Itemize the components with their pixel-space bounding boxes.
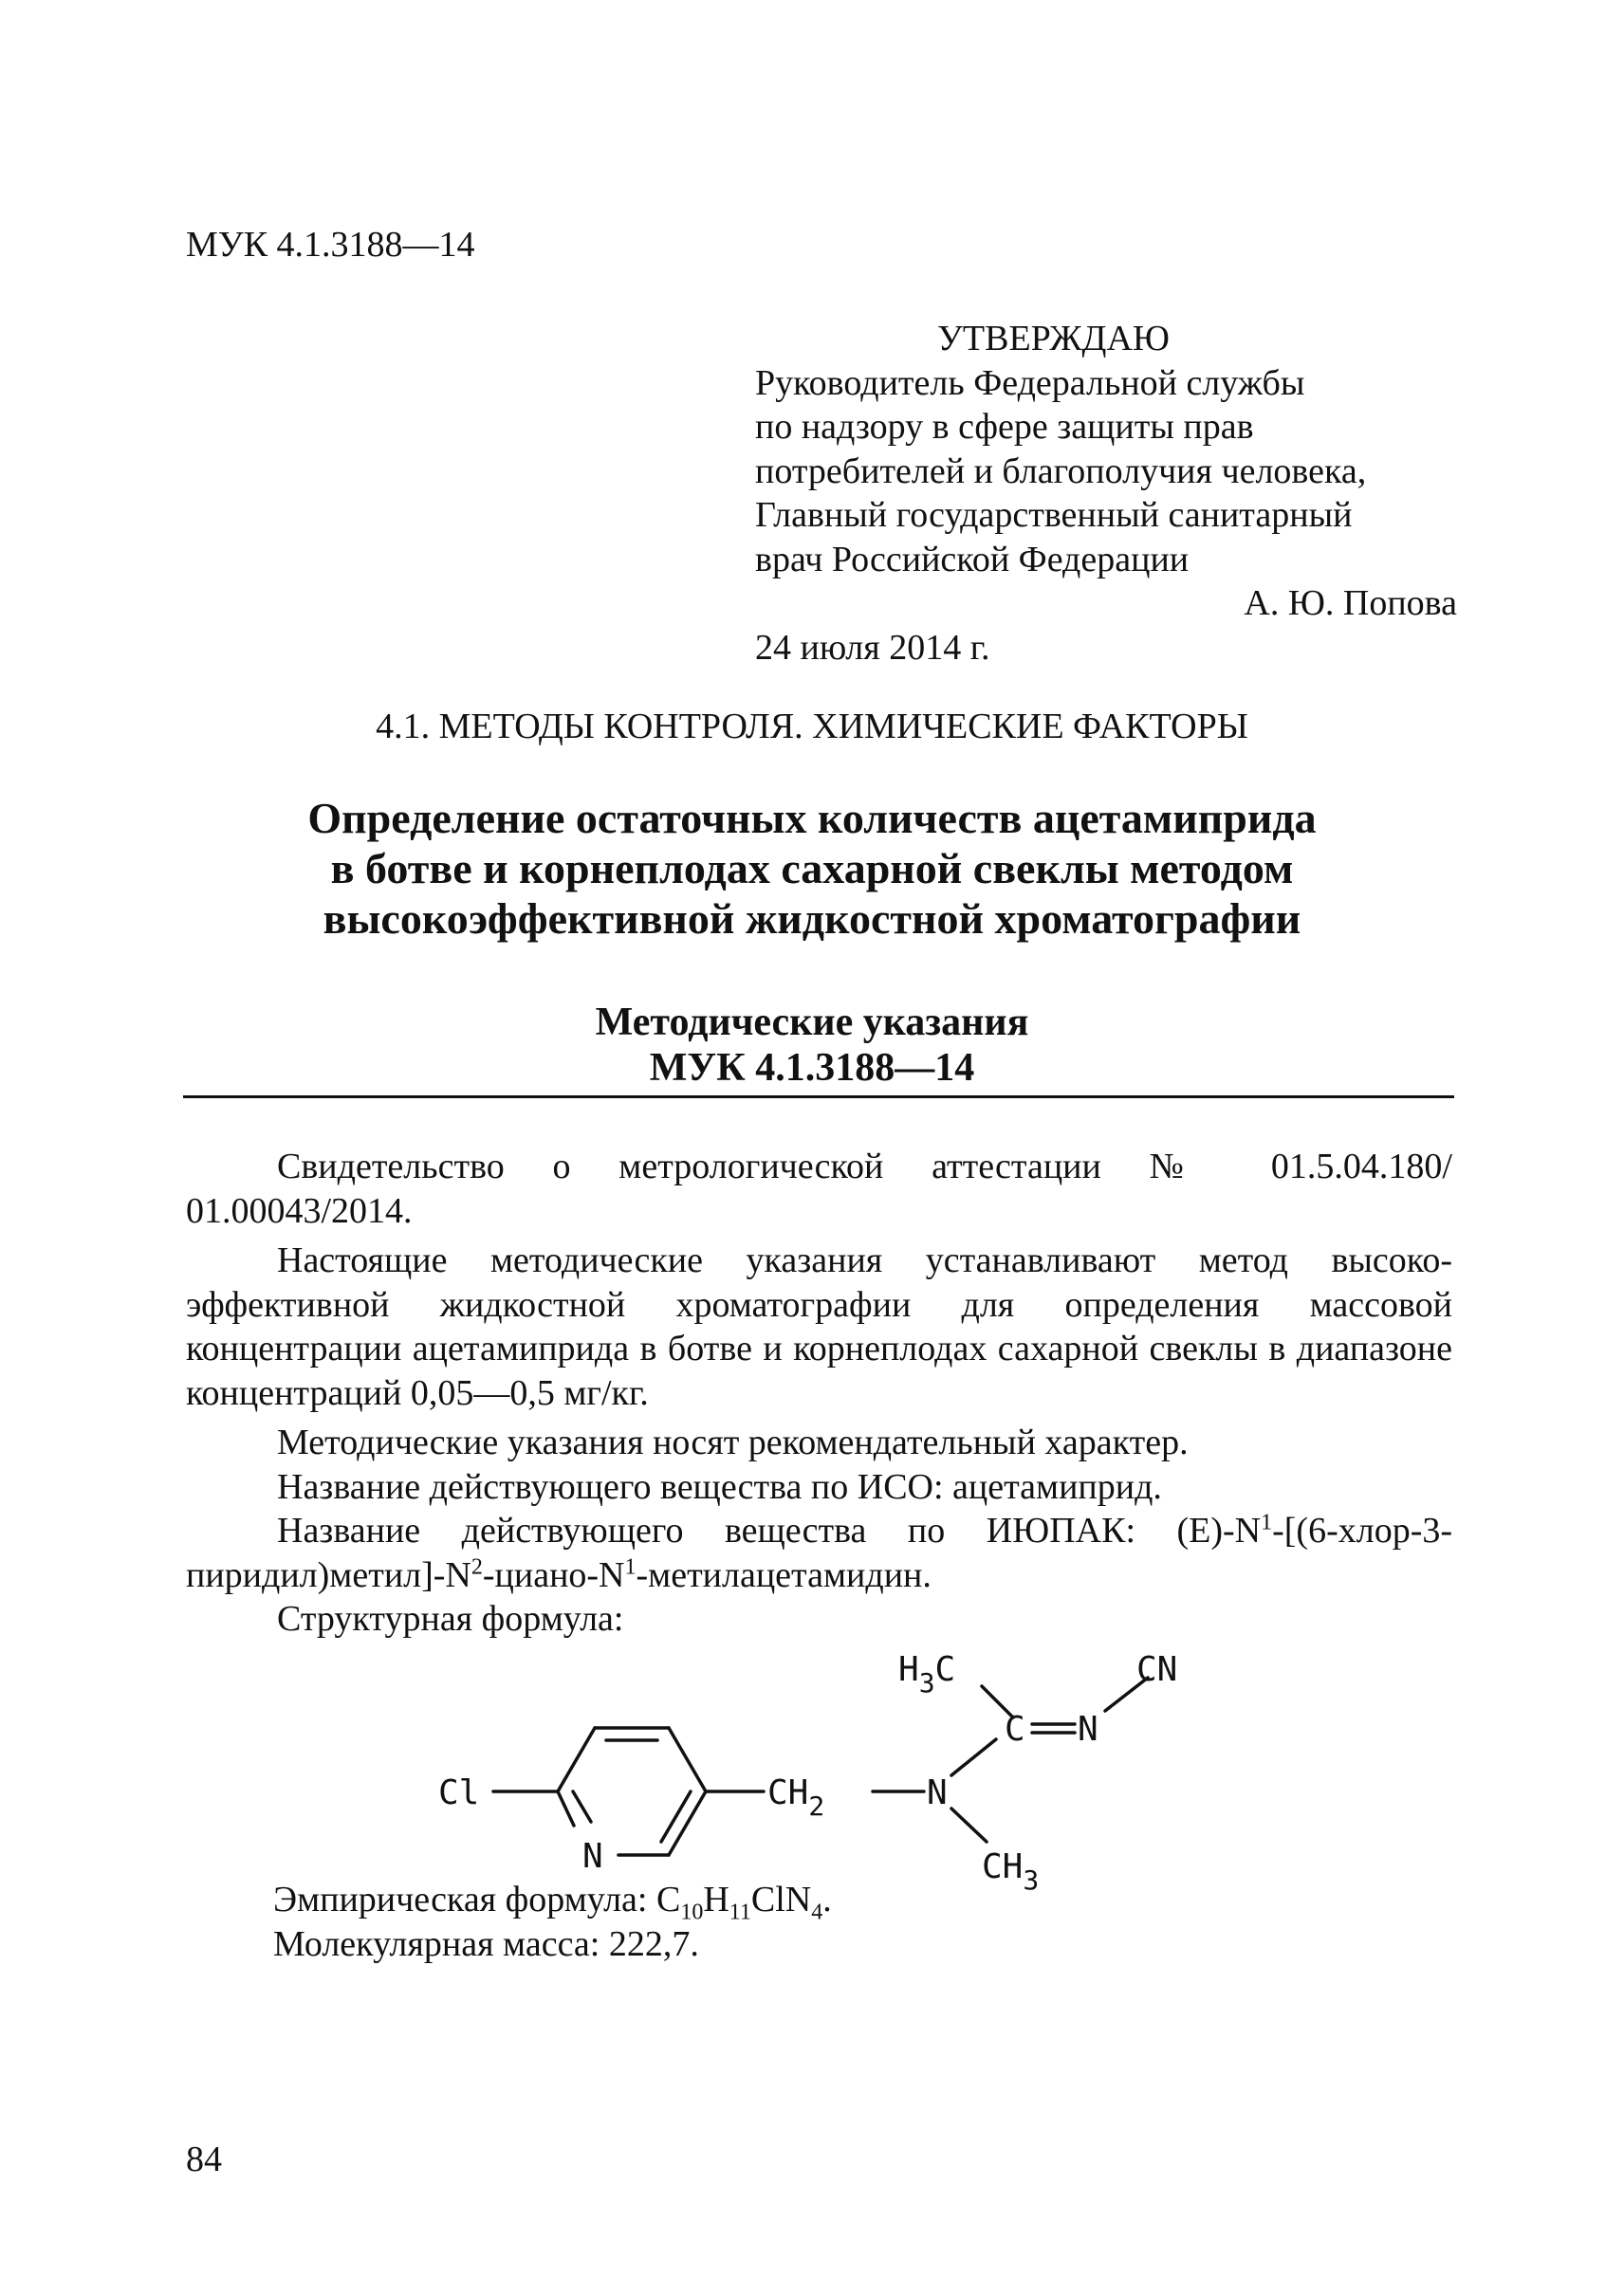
approval-line: Руководитель Федеральной службы bbox=[755, 362, 1305, 403]
atom-chlorine: Cl bbox=[438, 1773, 480, 1812]
empirical-subscript: 4 bbox=[811, 1900, 823, 1925]
title-line: высокоэффективной жидкостной хроматографии bbox=[323, 894, 1301, 943]
iupac-superscript: 1 bbox=[624, 1553, 637, 1579]
empirical-text: H bbox=[703, 1880, 729, 1919]
document-subtitle bbox=[0, 1000, 1624, 1091]
ring-bond bbox=[669, 1728, 706, 1791]
group-ch2 bbox=[767, 1773, 824, 1822]
ring-bond bbox=[558, 1791, 574, 1826]
molecular-mass: Молекулярная масса: 222,7. bbox=[273, 1923, 699, 1964]
group-cyano: CN bbox=[1136, 1650, 1178, 1689]
iupac-superscript: 1 bbox=[1261, 1510, 1273, 1535]
empirical-text: . bbox=[822, 1880, 832, 1919]
approval-line: потребителей и благополучия человека, bbox=[755, 450, 1367, 491]
atom-nitrogen-imine: N bbox=[1078, 1710, 1098, 1749]
recommendation-paragraph: Методические указания носят рекомендательный характер. bbox=[277, 1423, 1189, 1462]
certificate-paragraph: Свидетельство о метрологической аттестации № 01.5.04.180/ 01.00043/2014. bbox=[186, 1147, 1452, 1231]
page-number: 84 bbox=[186, 2140, 222, 2179]
acetamiprid-structure-diagram bbox=[360, 1624, 1214, 1908]
group-h3c-c: C bbox=[934, 1650, 956, 1689]
group-h3c bbox=[898, 1650, 955, 1699]
approval-line: врач Российской Федерации bbox=[755, 539, 1190, 579]
document-code: МУК 4.1.3188—14 bbox=[186, 225, 475, 265]
approval-line: Главный государственный санитарный bbox=[755, 495, 1353, 535]
iupac-text: -метилацетамидин. bbox=[636, 1554, 932, 1595]
atom-nitrogen-amine: N bbox=[927, 1773, 948, 1812]
iupac-superscript: 2 bbox=[471, 1553, 483, 1579]
iso-name-paragraph: Название действующего вещества по ИСО: ацетамиприд. bbox=[277, 1466, 1162, 1507]
formula-properties bbox=[273, 1878, 832, 1966]
empirical-text: Эмпирическая формула: C bbox=[273, 1880, 681, 1919]
empirical-subscript: 10 bbox=[680, 1900, 704, 1925]
iupac-text: -[(6-хлор-3-пиридил)метил]-N bbox=[186, 1511, 1452, 1595]
atom-carbon-imine: C bbox=[1005, 1710, 1025, 1749]
structural-formula-label: Структурная формула: bbox=[277, 1599, 624, 1639]
group-ch2-main: CH bbox=[767, 1773, 809, 1812]
approval-block bbox=[755, 317, 1457, 670]
title-line: в ботве и корнеплодах сахарной свеклы методом bbox=[330, 844, 1294, 892]
approval-line: по надзору в сфере защиты прав bbox=[755, 407, 1254, 447]
empirical-subscript: 11 bbox=[729, 1900, 751, 1925]
approval-date: 24 июля 2014 г. bbox=[755, 627, 990, 668]
subtitle-line: Методические указания bbox=[595, 1001, 1029, 1044]
iupac-text: Название действующего вещества по ИЮПАК: (E)-N bbox=[277, 1511, 1262, 1551]
ring-bond bbox=[558, 1728, 595, 1791]
group-ch3-main: CH bbox=[982, 1847, 1024, 1886]
iupac-text: -циано-N bbox=[482, 1554, 625, 1595]
section-heading: 4.1. МЕТОДЫ КОНТРОЛЯ. ХИМИЧЕСКИЕ ФАКТОРЫ bbox=[376, 707, 1248, 746]
title-divider bbox=[183, 1095, 1454, 1098]
scope-paragraph: Настоящие методические указания устанавливают метод высокоэффективной жидкостной хроматографии для определения массовой концентрации ацетамиприда в ботве и корнеплодах сахарной свеклы в диапазоне концентраций 0,05—0,5 мг/кг. bbox=[186, 1240, 1452, 1413]
title-line: Определение остаточных количеств ацетамиприда bbox=[307, 794, 1317, 842]
approval-signer: А. Ю. Попова bbox=[1244, 583, 1457, 623]
ring-inner-bond bbox=[661, 1791, 691, 1842]
subtitle-code: МУК 4.1.3188—14 bbox=[649, 1046, 975, 1090]
bond-n-c bbox=[951, 1739, 996, 1775]
group-h3c-h: H bbox=[898, 1650, 919, 1689]
structural-formula bbox=[360, 1624, 1214, 1908]
group-ch3-subscript: 3 bbox=[1023, 1864, 1040, 1896]
group-h3c-subscript: 3 bbox=[918, 1667, 935, 1699]
approval-heading: УТВЕРЖДАЮ bbox=[937, 319, 1170, 358]
document-title bbox=[0, 793, 1624, 944]
bond-n-ch3-lower bbox=[951, 1809, 987, 1842]
iupac-name-paragraph bbox=[186, 1509, 1452, 1597]
empirical-formula bbox=[273, 1878, 832, 1925]
atom-nitrogen-ring: N bbox=[582, 1837, 603, 1876]
ring-inner-bond bbox=[573, 1791, 591, 1822]
empirical-text: ClN bbox=[750, 1880, 812, 1919]
document-body bbox=[186, 1145, 1452, 1642]
group-ch3-lower bbox=[982, 1847, 1039, 1896]
ring-bond bbox=[669, 1791, 706, 1855]
group-ch2-subscript: 2 bbox=[808, 1791, 825, 1822]
